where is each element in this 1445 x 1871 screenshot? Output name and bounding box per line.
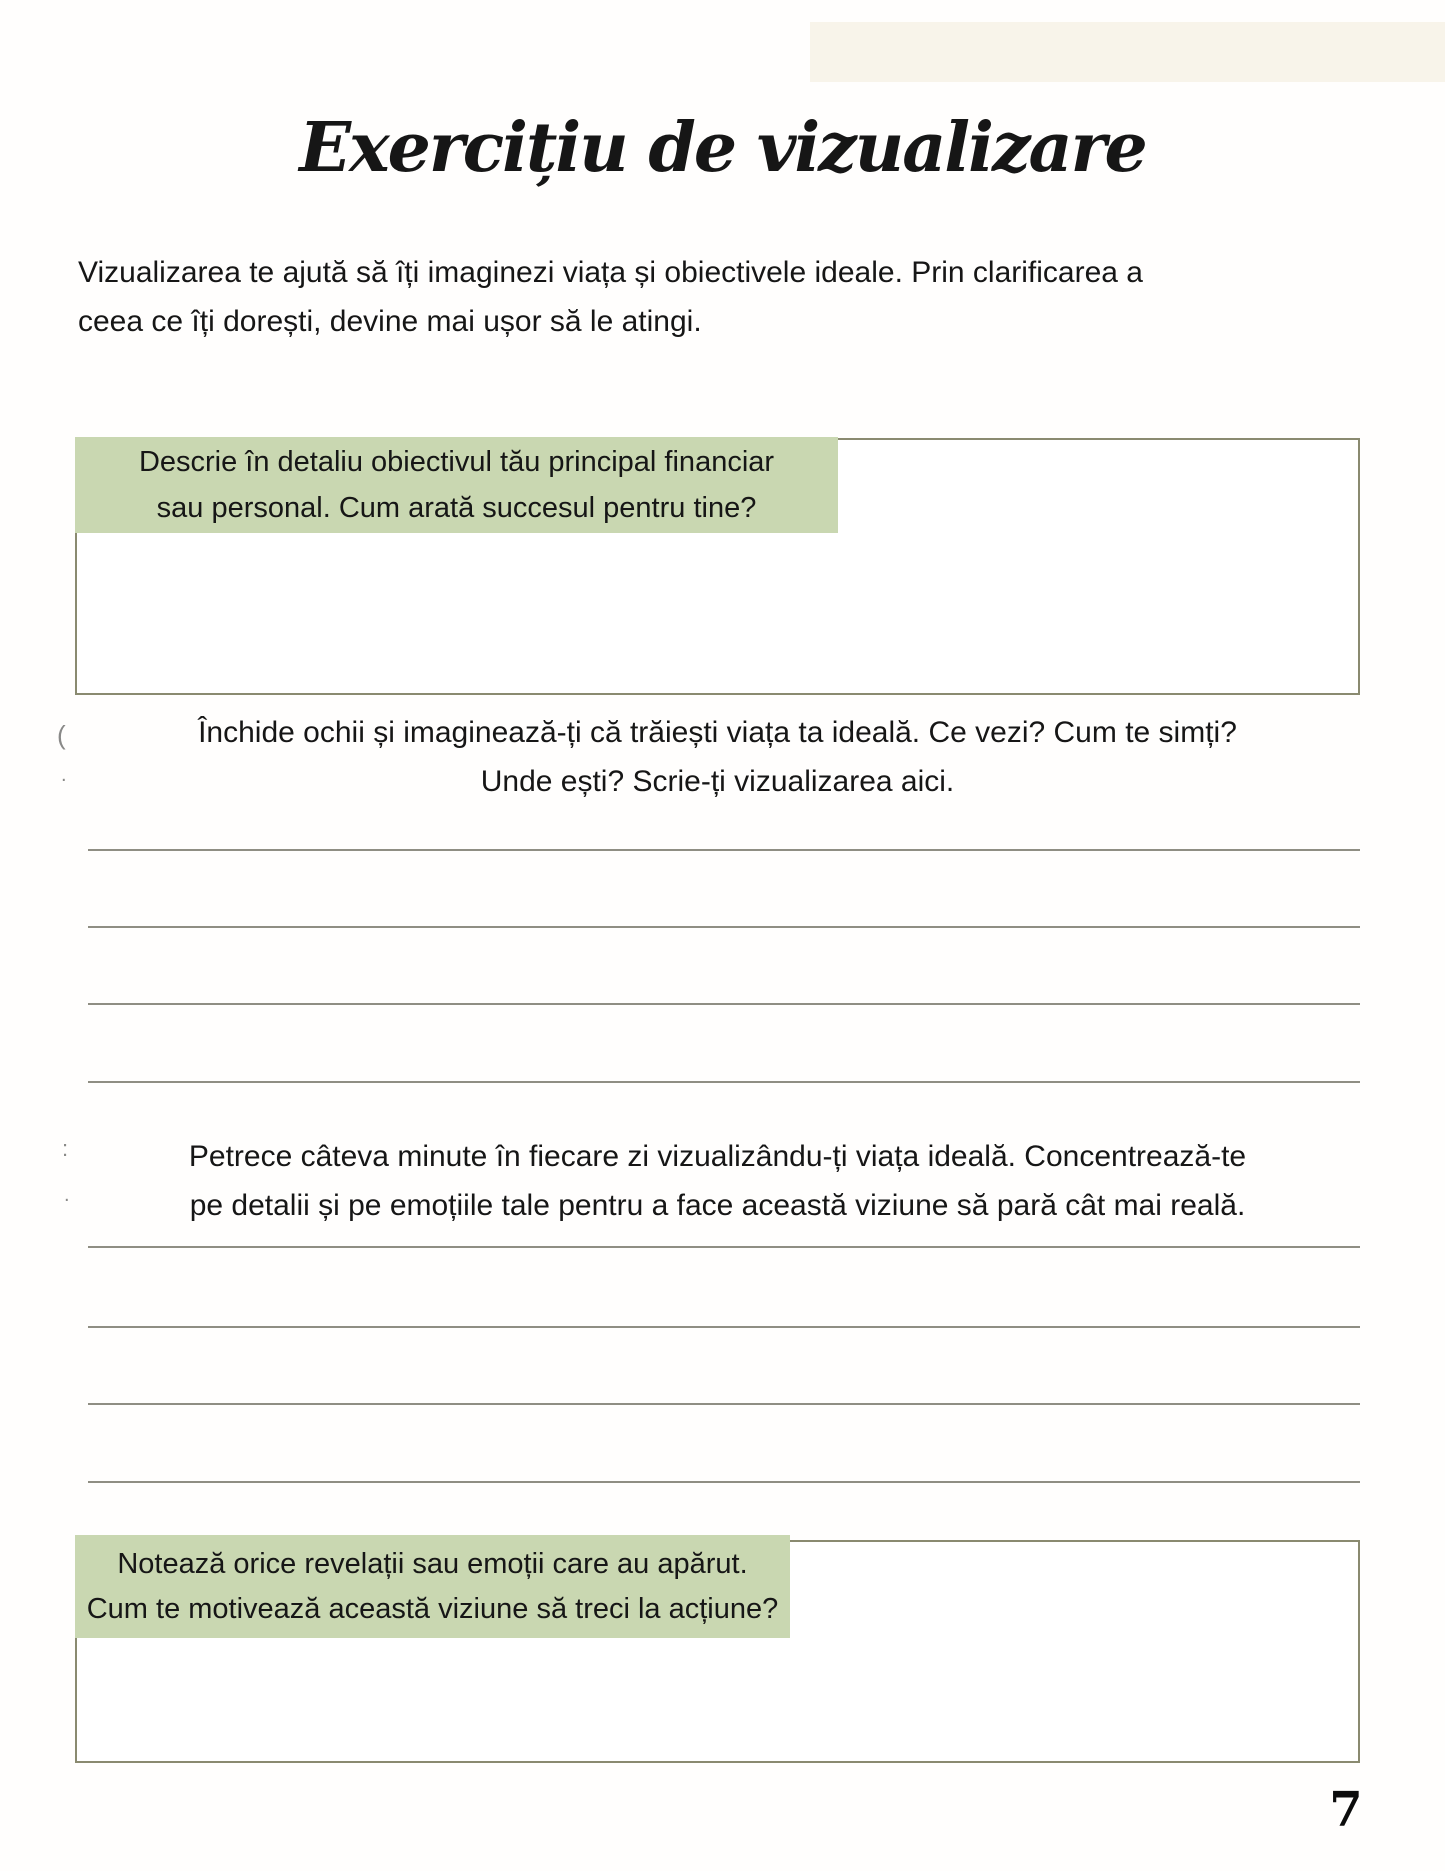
prompt-practice-line-1: Petrece câteva minute în fiecare zi vizualizându-ți viața ideală. Concentrează-te: [188, 1140, 1247, 1173]
prompt-note-label: [75, 1535, 790, 1638]
prompt-practice-line-2: pe detalii și pe emoțiile tale pentru a face această viziune să pară cât mai reală.: [189, 1189, 1246, 1222]
prompt-describe-line-1: Descrie în detaliu obiectivul tău principal financiar: [138, 446, 775, 478]
clipped-margin-mark: (: [57, 720, 66, 750]
prompt-practice: [75, 1132, 1360, 1230]
writing-line[interactable]: [88, 849, 1360, 851]
clipped-margin-mark: :: [62, 1136, 69, 1161]
writing-line[interactable]: [88, 1246, 1360, 1248]
prompt-note-line-1: Notează orice revelații sau emoții care au apărut.: [117, 1547, 748, 1580]
prompt-imagine: [75, 708, 1360, 806]
intro-line-2: ceea ce îți dorești, devine mai ușor să le atingi.: [78, 305, 702, 338]
page-title: Exercițiu de vizualizare: [299, 108, 1146, 188]
intro-paragraph: [78, 248, 1368, 346]
writing-line[interactable]: [88, 1003, 1360, 1005]
clipped-margin-mark: .: [61, 764, 67, 786]
top-banner-decoration: [810, 22, 1445, 82]
writing-line[interactable]: [88, 1481, 1360, 1483]
writing-line[interactable]: [88, 926, 1360, 928]
writing-line[interactable]: [88, 1403, 1360, 1405]
intro-line-1: Vizualizarea te ajută să îți imaginezi viața și obiectivele ideale. Prin clarificarea a: [78, 256, 1143, 289]
clipped-margin-mark: .: [64, 1184, 70, 1206]
prompt-imagine-line-1: Închide ochii și imaginează-ți că trăiești viața ta ideală. Ce vezi? Cum te simți?: [198, 716, 1237, 749]
prompt-note-line-2: Cum te motivează această viziune să treci la acțiune?: [86, 1592, 779, 1625]
prompt-imagine-line-2: Unde ești? Scrie-ți vizualizarea aici.: [480, 765, 955, 798]
prompt-describe-label: [75, 437, 838, 533]
writing-line[interactable]: [88, 1081, 1360, 1083]
page-number: 7: [1329, 1782, 1363, 1838]
prompt-describe-line-2: sau personal. Cum arată succesul pentru tine?: [156, 492, 757, 524]
writing-line[interactable]: [88, 1326, 1360, 1328]
